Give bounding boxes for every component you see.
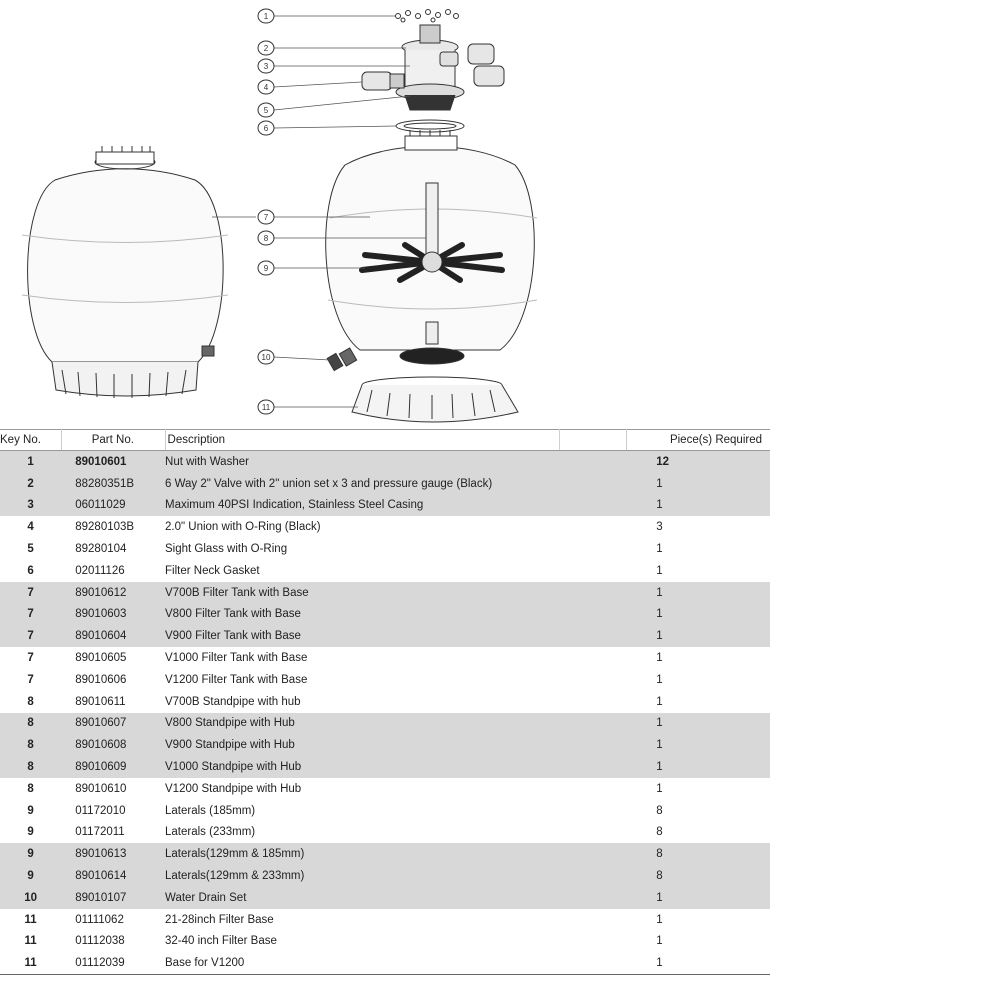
exploded-filter-tank xyxy=(326,130,537,364)
cell-part-no: 89010601 xyxy=(61,451,165,473)
cell-description: V700B Filter Tank with Base xyxy=(165,582,559,604)
cell-part-no: 89010604 xyxy=(61,625,165,647)
cell-description: Laterals(129mm & 233mm) xyxy=(165,865,559,887)
cell-pieces-required: 1 xyxy=(626,473,770,495)
callout-2 xyxy=(258,41,274,55)
cell-blank xyxy=(559,625,626,647)
cell-blank xyxy=(559,952,626,974)
cell-blank xyxy=(559,756,626,778)
callout-5 xyxy=(258,103,274,117)
table-row xyxy=(0,843,770,865)
parts-table-body xyxy=(0,451,770,975)
table-row xyxy=(0,604,770,626)
table-row xyxy=(0,931,770,953)
cell-part-no: 89010610 xyxy=(75,782,127,795)
header-pieces-required: Piece(s) Required xyxy=(626,430,770,451)
cell-part-no: 01112038 xyxy=(75,935,125,948)
cell-key-no: 7 xyxy=(27,673,34,686)
cell-blank xyxy=(559,887,626,909)
cell-description: V900 Standpipe with Hub xyxy=(165,734,559,756)
cell-blank xyxy=(559,451,626,473)
svg-text:1: 1 xyxy=(263,12,269,21)
table-row xyxy=(0,451,770,473)
cell-blank xyxy=(559,604,626,626)
cell-part-no: 89010607 xyxy=(61,713,165,735)
cell-key-no: 7 xyxy=(0,604,61,626)
cell-pieces-required: 1 xyxy=(626,887,770,909)
cell-key-no: 5 xyxy=(27,543,34,556)
cell-key-no: 1 xyxy=(0,451,61,473)
callout-3 xyxy=(258,59,274,73)
table-row xyxy=(0,822,770,844)
svg-text:6: 6 xyxy=(263,124,269,133)
cell-part-no: 89010605 xyxy=(75,652,127,665)
cell-blank xyxy=(559,843,626,865)
cell-part-no: 89010613 xyxy=(61,843,165,865)
cell-description: V1000 Standpipe with Hub xyxy=(165,756,559,778)
cell-part-no: 89010611 xyxy=(75,695,126,708)
cell-key-no: 9 xyxy=(0,865,61,887)
cell-key-no: 11 xyxy=(24,935,37,948)
cell-key-no: 9 xyxy=(0,843,61,865)
table-row xyxy=(0,778,770,800)
cell-part-no: 02011126 xyxy=(75,564,125,577)
table-row xyxy=(0,473,770,495)
svg-text:7: 7 xyxy=(263,213,269,222)
cell-part-no: 89010107 xyxy=(61,887,165,909)
cell-blank xyxy=(559,713,626,735)
cell-part-no: 06011029 xyxy=(61,495,165,517)
cell-blank xyxy=(559,909,626,931)
svg-text:9: 9 xyxy=(263,264,269,273)
table-row xyxy=(0,865,770,887)
cell-description: Water Drain Set xyxy=(165,887,559,909)
cell-pieces-required: 8 xyxy=(656,826,663,839)
cell-part-no: 89010606 xyxy=(75,673,127,686)
cell-description: Laterals (185mm) xyxy=(165,804,256,817)
cell-description: 21-28inch Filter Base xyxy=(165,913,274,926)
cell-key-no: 8 xyxy=(0,713,61,735)
cell-description: Sight Glass with O-Ring xyxy=(165,543,288,556)
cell-description: Laterals(129mm & 185mm) xyxy=(165,843,559,865)
water-drain-set xyxy=(327,348,357,371)
cell-pieces-required: 1 xyxy=(656,543,663,556)
table-row xyxy=(0,647,770,669)
cell-pieces-required: 3 xyxy=(656,521,663,534)
nut-with-washer-set xyxy=(396,10,459,23)
table-row xyxy=(0,756,770,778)
callout-8 xyxy=(258,231,274,245)
cell-description: 6 Way 2" Valve with 2" union set x 3 and pressure gauge (Black) xyxy=(165,473,559,495)
cell-pieces-required: 8 xyxy=(656,804,663,817)
cell-part-no: 88280351B xyxy=(61,473,165,495)
cell-key-no: 11 xyxy=(24,913,37,926)
cell-blank xyxy=(559,560,626,582)
cell-part-no: 01111062 xyxy=(75,913,124,926)
svg-text:5: 5 xyxy=(263,106,269,115)
cell-pieces-required: 8 xyxy=(626,865,770,887)
cell-blank xyxy=(559,669,626,691)
cell-part-no: 89010612 xyxy=(61,582,165,604)
table-row xyxy=(0,538,770,560)
cell-key-no: 8 xyxy=(0,734,61,756)
parts-list-table xyxy=(0,429,770,975)
assembled-filter-tank xyxy=(22,146,228,398)
cell-key-no: 2 xyxy=(0,473,61,495)
table-row xyxy=(0,669,770,691)
cell-blank xyxy=(559,538,626,560)
cell-pieces-required: 1 xyxy=(656,673,663,686)
cell-key-no: 3 xyxy=(0,495,61,517)
svg-text:3: 3 xyxy=(263,62,269,71)
cell-description: Filter Neck Gasket xyxy=(165,564,260,577)
filter-base xyxy=(352,377,518,422)
cell-blank xyxy=(559,516,626,538)
cell-key-no: 7 xyxy=(0,582,61,604)
cell-pieces-required: 8 xyxy=(626,843,770,865)
cell-pieces-required: 1 xyxy=(626,604,770,626)
cell-key-no: 8 xyxy=(27,782,34,795)
cell-description: V700B Standpipe with hub xyxy=(165,695,301,708)
table-row xyxy=(0,516,770,538)
multiport-valve xyxy=(362,25,504,110)
svg-text:8: 8 xyxy=(263,234,269,243)
table-row xyxy=(0,800,770,822)
exploded-parts-diagram xyxy=(0,0,1000,430)
header-blank xyxy=(559,430,626,451)
cell-pieces-required: 1 xyxy=(626,713,770,735)
table-row xyxy=(0,909,770,931)
cell-pieces-required: 1 xyxy=(626,625,770,647)
header-part-no: Part No. xyxy=(61,430,165,451)
cell-description: Maximum 40PSI Indication, Stainless Steel Casing xyxy=(165,495,559,517)
cell-pieces-required: 1 xyxy=(656,564,663,577)
cell-part-no: 89010608 xyxy=(61,734,165,756)
cell-blank xyxy=(559,495,626,517)
cell-blank xyxy=(559,691,626,713)
cell-key-no: 8 xyxy=(0,756,61,778)
svg-text:2: 2 xyxy=(263,44,269,53)
cell-description: 2.0" Union with O-Ring (Black) xyxy=(165,521,321,534)
svg-text:10: 10 xyxy=(261,353,271,362)
cell-key-no: 11 xyxy=(0,952,61,974)
header-description: Description xyxy=(165,430,559,451)
callout-10 xyxy=(258,350,274,364)
callout-labels xyxy=(258,9,274,414)
cell-pieces-required: 1 xyxy=(656,695,663,708)
cell-pieces-required: 12 xyxy=(626,451,770,473)
table-row xyxy=(0,713,770,735)
cell-blank xyxy=(559,647,626,669)
table-row xyxy=(0,560,770,582)
cell-key-no: 4 xyxy=(27,521,34,534)
cell-key-no: 8 xyxy=(27,695,34,708)
table-row xyxy=(0,582,770,604)
cell-pieces-required: 1 xyxy=(626,952,770,974)
cell-blank xyxy=(559,778,626,800)
table-row xyxy=(0,625,770,647)
cell-key-no: 7 xyxy=(0,625,61,647)
callout-1 xyxy=(258,9,274,23)
cell-part-no: 89280104 xyxy=(75,543,127,556)
cell-part-no: 89280103B xyxy=(75,521,135,534)
cell-pieces-required: 1 xyxy=(656,935,663,948)
cell-blank xyxy=(559,822,626,844)
table-header-row xyxy=(0,430,770,451)
cell-description: 32-40 inch Filter Base xyxy=(165,935,277,948)
table-row xyxy=(0,952,770,974)
cell-blank xyxy=(559,473,626,495)
cell-part-no: 89010609 xyxy=(61,756,165,778)
cell-part-no: 89010603 xyxy=(61,604,165,626)
cell-pieces-required: 1 xyxy=(626,734,770,756)
cell-description: V900 Filter Tank with Base xyxy=(165,625,559,647)
cell-blank xyxy=(559,865,626,887)
cell-blank xyxy=(559,931,626,953)
cell-blank xyxy=(559,582,626,604)
cell-description: Nut with Washer xyxy=(165,451,559,473)
callout-6 xyxy=(258,121,274,135)
svg-text:4: 4 xyxy=(263,83,269,92)
table-row xyxy=(0,495,770,517)
cell-key-no: 9 xyxy=(27,826,34,839)
cell-description: V1200 Filter Tank with Base xyxy=(165,673,308,686)
svg-text:11: 11 xyxy=(261,403,271,412)
cell-description: V1200 Standpipe with Hub xyxy=(165,782,302,795)
cell-description: Laterals (233mm) xyxy=(165,826,256,839)
table-row xyxy=(0,691,770,713)
callout-9 xyxy=(258,261,274,275)
callout-4 xyxy=(258,80,274,94)
callout-7 xyxy=(258,210,274,224)
cell-pieces-required: 1 xyxy=(656,782,663,795)
cell-pieces-required: 1 xyxy=(626,756,770,778)
cell-key-no: 9 xyxy=(27,804,34,817)
table-row xyxy=(0,734,770,756)
cell-part-no: 01112039 xyxy=(61,952,165,974)
cell-description: V800 Filter Tank with Base xyxy=(165,604,559,626)
cell-description: V1000 Filter Tank with Base xyxy=(165,652,308,665)
cell-key-no: 7 xyxy=(27,652,34,665)
cell-description: Base for V1200 xyxy=(165,952,559,974)
cell-description: V800 Standpipe with Hub xyxy=(165,713,559,735)
cell-blank xyxy=(559,800,626,822)
cell-key-no: 10 xyxy=(0,887,61,909)
cell-part-no: 89010614 xyxy=(61,865,165,887)
cell-blank xyxy=(559,734,626,756)
cell-pieces-required: 1 xyxy=(626,495,770,517)
header-key-no: Key No. xyxy=(0,430,61,451)
cell-pieces-required: 1 xyxy=(656,913,663,926)
cell-part-no: 01172011 xyxy=(75,826,125,839)
cell-pieces-required: 1 xyxy=(656,652,663,665)
table-row xyxy=(0,887,770,909)
callout-11 xyxy=(258,400,274,414)
cell-pieces-required: 1 xyxy=(626,582,770,604)
cell-part-no: 01172010 xyxy=(75,804,126,817)
cell-key-no: 6 xyxy=(27,564,34,577)
